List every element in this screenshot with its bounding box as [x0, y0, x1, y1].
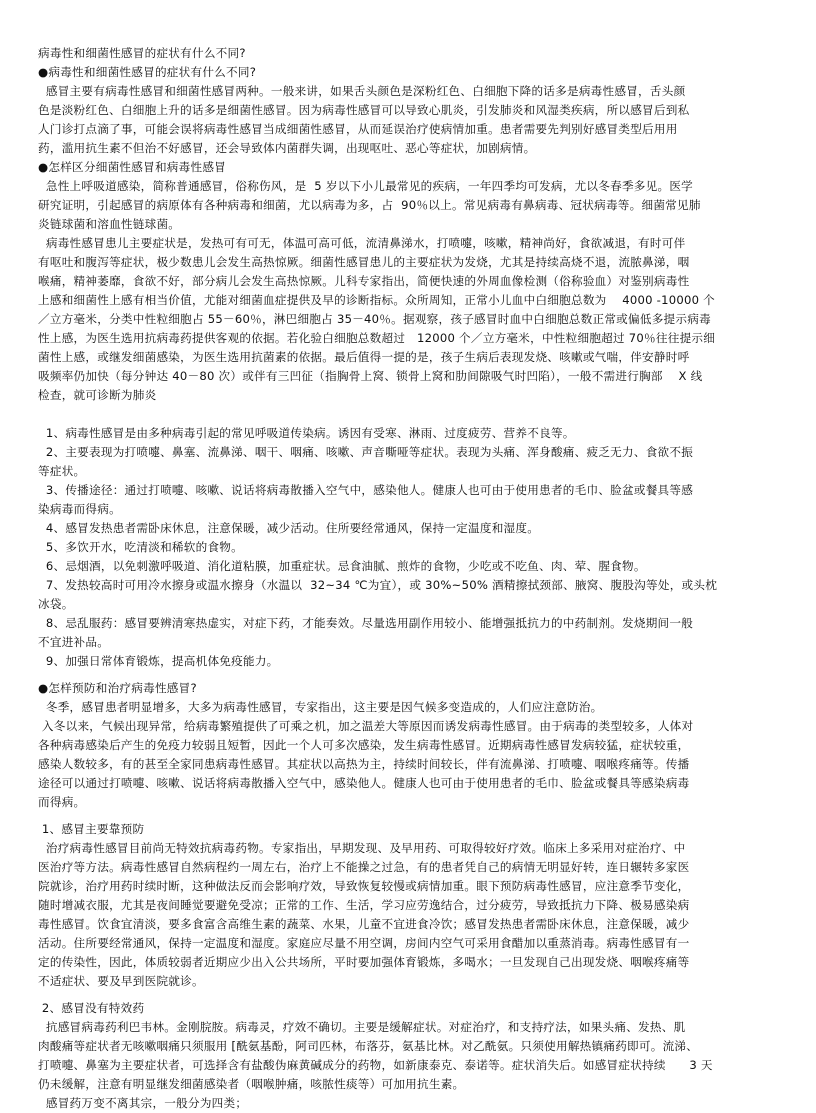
- paragraph-line: 毒性感冒。饮食宜清淡，要多食富含高维生素的蔬菜、水果，儿童不宜进食冷饮；感冒发热患者需卧床休息，注意保暖，减少: [38, 917, 690, 931]
- paragraph-line: 喉痛，精神萎靡，食欲不好，部分病儿会发生高热惊厥。儿科专家指出，简便快速的外周血像检测（俗称验血）对鉴别病毒性: [38, 274, 690, 288]
- paragraph-line: 肉酸痛等症状者无咳嗽咽痛只须服用 [酰氨基酚，阿司匹林，布落芬，氨基比林。对乙酰氨。只须使用解热镇痛药即可。流涕、: [38, 1039, 699, 1053]
- list-item: 7、发热较高时可用冷水擦身或温水擦身（水温以 32~34 ℃为宜），或 30%~50% 酒精擦拭颈部、腋窝、腹股沟等处，或头枕: [38, 578, 718, 592]
- paragraph-line: 急性上呼吸道感染，简称普通感冒，俗称伤风，是 5 岁以下小儿最常见的疾病，一年四季均可发病，尤以冬春季多见。医学: [38, 179, 694, 193]
- paragraph-line: 人门诊打点滴了事，可能会误将病毒性感冒当成细菌性感冒，从而延误治疗使病情加重。患者需要先判别好感冒类型后用用: [38, 122, 678, 136]
- paragraph-line: 药，滥用抗生素不但治不好感冒，还会导致体内菌群失调，出现呕吐、恶心等症状，加剧病情。: [38, 141, 536, 155]
- list-item: 4、感冒发热患者需卧床休息，注意保暖，减少活动。住所要经常通风，保持一定温度和湿度。: [38, 521, 540, 535]
- paragraph-line: 不适症状、要及早到医院就诊。: [38, 974, 204, 988]
- spacer: [38, 671, 774, 679]
- list-item: 8、忌乱服药：感冒要辨清寒热虚实，对症下药，才能奏效。尽量选用副作用较小、能增强抵抗力的中药制剂。发烧期间一般: [38, 616, 694, 630]
- list-item: 不宜进补品。: [38, 635, 110, 649]
- paragraph-line: 检查，就可诊断为肺炎: [38, 388, 157, 402]
- section-heading: ●怎样预防和治疗病毒性感冒?: [38, 681, 197, 695]
- document-page: [38, 44, 774, 1113]
- section-heading: ●病毒性和细菌性感冒的症状有什么不同?: [38, 65, 257, 79]
- paragraph-line: 随时增减衣服，尤其是夜间睡觉要避免受凉；正常的工作、生活，学习应劳逸结合，过分疲劳，导致抵抗力下降、极易感染病: [38, 898, 690, 912]
- paragraph-line: 感冒药万变不离其宗，一般分为四类；: [38, 1096, 248, 1110]
- paragraph-line: 炎链球菌和溶血性链球菌。: [38, 217, 181, 231]
- paragraph-line: 有呕吐和腹泻等症状，极少数患儿会发生高热惊厥。细菌性感冒患儿的主要症状为发烧，尤其是持续高烧不退，流脓鼻涕，咽: [38, 255, 690, 269]
- paragraph-line: 仍未缓解，注意有明显继发细菌感染者（咽喉肿痛，咳脓性痰等）可加用抗生素。: [38, 1077, 465, 1091]
- paragraph-line: 途径可以通过打喷嚏、咳嗽、说话将病毒散播入空气中，感染他人。健康人也可由于使用患者的毛巾、脸盆或餐具等感染病毒: [38, 776, 690, 790]
- list-item: 2、主要表现为打喷嚏、鼻塞、流鼻涕、咽干、咽痛、咳嗽、声音嘶哑等症状。表现为头痛、浑身酸痛、疲乏无力、食欲不振: [38, 445, 694, 459]
- paragraph-line: 研究证明，引起感冒的病原体有各种病毒和细菌，尤以病毒为多，占 90％以上。常见病毒有鼻病毒、冠状病毒等。细菌常见肺: [38, 198, 701, 212]
- paragraph-line: 吸频率仍加快（每分钟达 40－80 次）或伴有三凹征（指胸骨上窝、锁骨上窝和肋间隙吸气时凹陷），一般不需进行胸部 X 线: [38, 369, 703, 383]
- document-title: 病毒性和细菌性感冒的症状有什么不同?: [38, 46, 246, 60]
- list-item: 5、多饮开水，吃清淡和稀软的食物。: [38, 540, 243, 554]
- list-item: 9、加强日常体育锻炼，提高机体免疫能力。: [38, 654, 279, 668]
- paragraph-line: 感染人数较多，有的甚至全家同患病毒性感冒。其症状以高热为主，持续时间较长，伴有流鼻涕、打喷嚏、咽喉疼痛等。传播: [38, 757, 690, 771]
- paragraph-line: 活动。住所要经常通风，保持一定温度和湿度。家庭应尽量不用空调，房间内空气可采用食醋加以重蒸消毒。病毒性感冒有一: [38, 936, 690, 950]
- paragraph-line: 抗感冒病毒药利巴韦林。金刚脘胺。病毒灵，疗效不确切。主要是缓解症状。对症治疗，和支持疗法，如果头痛、发热、肌: [38, 1020, 686, 1034]
- list-item: 1、病毒性感冒是由多种病毒引起的常见呼吸道传染病。诱因有受寒、淋雨、过度疲劳、营养不良等。: [38, 426, 575, 440]
- paragraph-line: 上感和细菌性上感有相当价值，尤能对细菌血症提供及早的诊断指标。众所周知，正常小儿血中白细胞总数为 4000 -10000 个: [38, 293, 716, 307]
- spacer: [38, 812, 774, 820]
- paragraph-line: 感冒主要有病毒性感冒和细菌性感冒两种。一般来讲，如果舌头颜色是深粉红色、白细胞下降的话多是病毒性感冒，舌头颜: [38, 84, 686, 98]
- spacer: [38, 991, 774, 999]
- list-item: 染病毒而得病。: [38, 502, 121, 516]
- paragraph-line: 病毒性感冒患儿主要症状是，发热可有可无，体温可高可低，流清鼻涕水，打喷嚏，咳嗽，精神尚好，食欲减退，有时可伴: [38, 236, 686, 250]
- paragraph-line: 冬季，感冒患者明显增多，大多为病毒性感冒，专家指出，这主要是因气候多变造成的，人们应注意防治。: [38, 700, 603, 714]
- paragraph-line: 治疗病毒性感冒目前尚无特效抗病毒药物。专家指出，早期发现、及早用药、可取得较好疗效。临床上多采用对症治疗、中: [38, 841, 686, 855]
- section-heading: 1、感冒主要靠预防: [38, 822, 145, 836]
- list-item: 3、传播途径：通过打喷嚏、咳嗽、说话将病毒散播入空气中，感染他人。健康人也可由于使用患者的毛巾、脸盆或餐具等感: [38, 483, 694, 497]
- paragraph-line: 色是淡粉红色、白细胞上升的话多是细菌性感冒。因为病毒性感冒可以导致心肌炎，引发肺炎和风湿类疾病，所以感冒后到私: [38, 103, 690, 117]
- list-item: 6、忌烟酒，以免刺激呼吸道、消化道粘膜，加重症状。忌食油腻、煎炸的食物，少吃或不吃鱼、肉、荤、腥食物。: [38, 559, 646, 573]
- list-item: 冰袋。: [38, 597, 74, 611]
- paragraph-line: 而得病。: [38, 795, 86, 809]
- paragraph-line: 定的传染性，因此，体质较弱者近期应少出入公共场所，平时要加强体育锻炼，多喝水；一旦发现自己出现发烧、咽喉疼痛等: [38, 955, 690, 969]
- list-item: 等症状。: [38, 464, 86, 478]
- paragraph-line: 各种病毒感染后产生的免疫力较弱且短暂，因此一个人可多次感染，发生病毒性感冒。近期病毒性感冒发病较猛，症状较重，: [38, 738, 690, 752]
- paragraph-line: 菌性上感，或继发细菌感染，为医生选用抗菌素的依据。最后值得一提的是，孩子生病后表现发烧、咳嗽或气喘，伴安静时呼: [38, 350, 690, 364]
- paragraph-line: 医治疗等方法。病毒性感冒自然病程约一周左右，治疗上不能操之过急，有的患者凭自己的病情无明显好转，连日辗转多家医: [38, 860, 690, 874]
- paragraph-line: 入冬以来，气候出现异常，给病毒繁殖提供了可乘之机，加之温差大等原因而诱发病毒性感冒。由于病毒的类型较多，人体对: [38, 719, 694, 733]
- paragraph-line: [38, 405, 774, 424]
- paragraph-line: ／立方毫米，分类中性粒细胞占 55－60％，淋巴细胞占 35－40％。据观察，孩子感冒时血中白细胞总数正常或偏低多提示病毒: [38, 312, 711, 326]
- section-heading: 2、感冒没有特效药: [38, 1001, 145, 1015]
- paragraph-line: 性上感，为医生选用抗病毒药提供客观的依据。若化验白细胞总数超过 12000 个／立方毫米，中性粒细胞超过 70％往往提示细: [38, 331, 716, 345]
- section-heading: ●怎样区分细菌性感冒和病毒性感冒: [38, 160, 227, 174]
- paragraph-line: 打喷嚏、鼻塞为主要症状者，可选择含有盐酸伪麻黄碱成分的药物，如新康泰克、泰诺等。症状消失后。如感冒症状持续 3 天: [38, 1058, 713, 1072]
- paragraph-line: 院就诊，治疗用药时续时断，这种做法反而会影响疗效，导致恢复较慢或病情加重。眼下预防病毒性感冒，应注意季节变化，: [38, 879, 690, 893]
